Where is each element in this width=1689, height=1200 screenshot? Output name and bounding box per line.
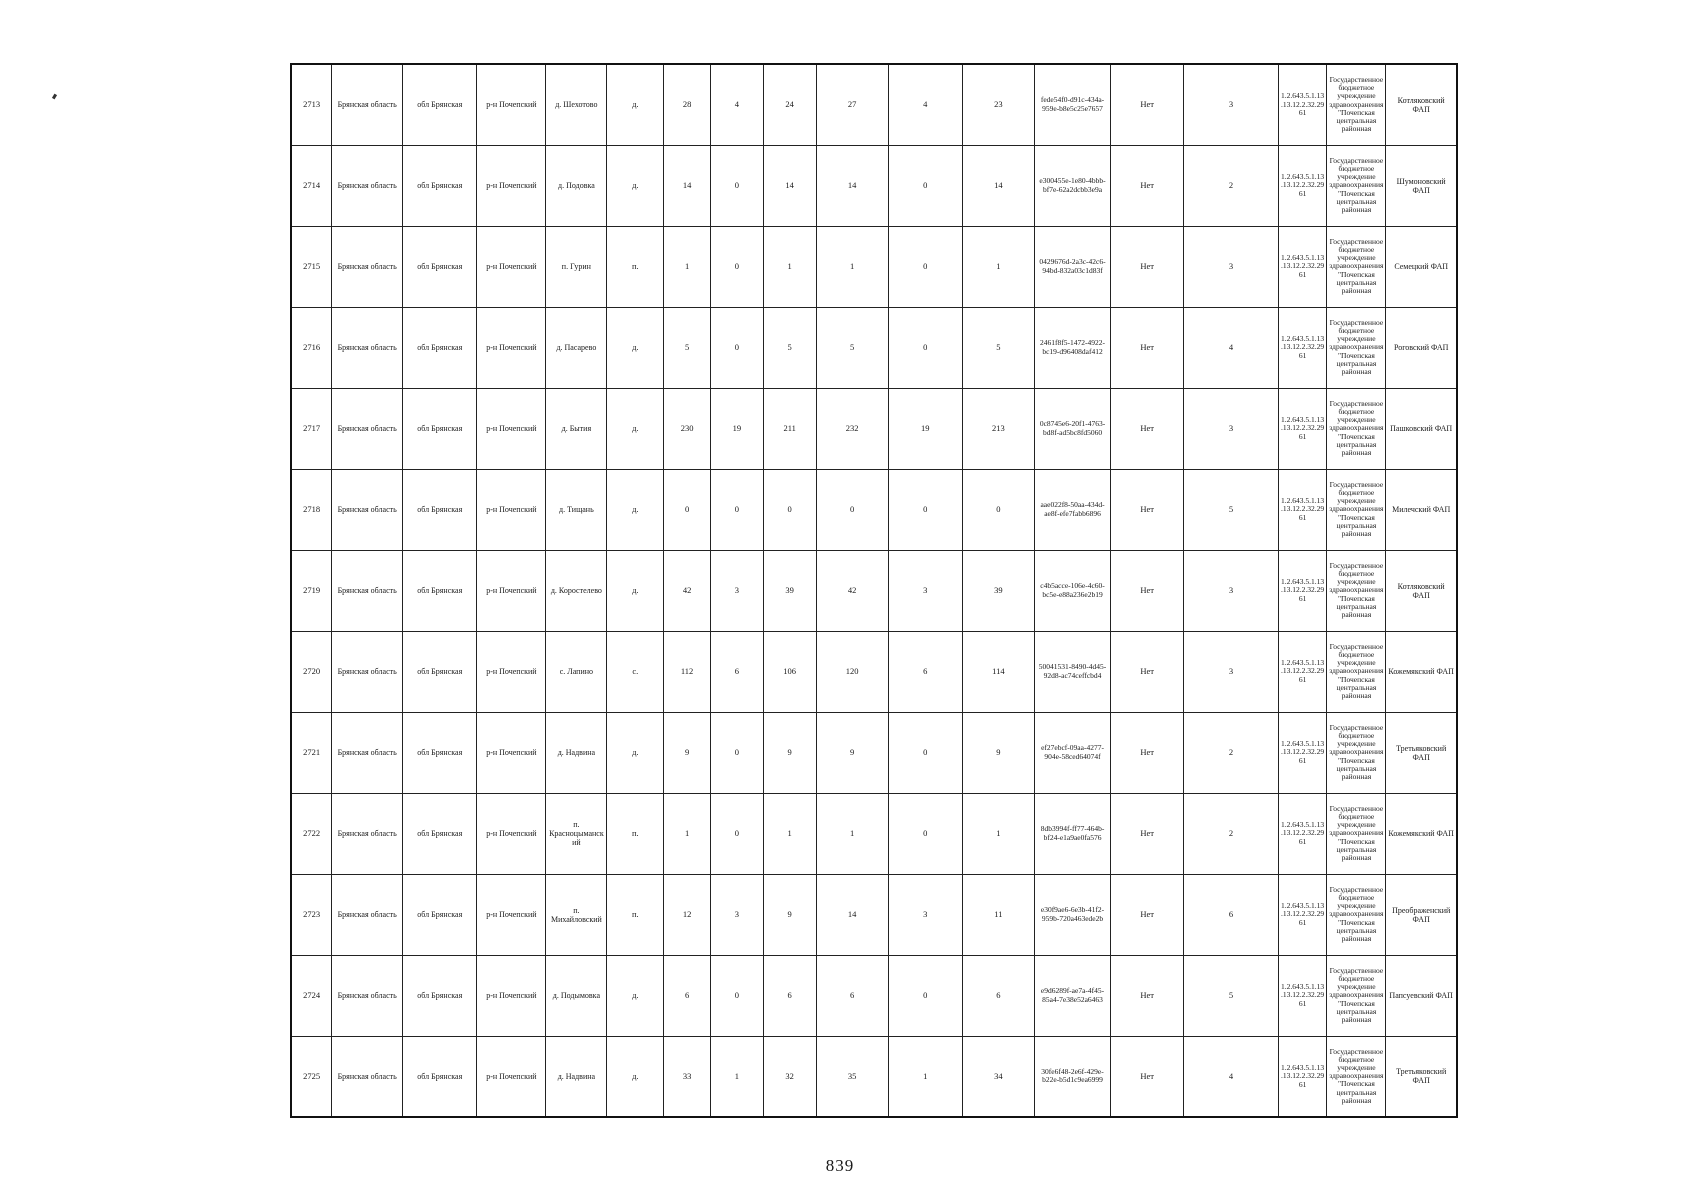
oid-cell: 1.2.643.5.1.13.13.12.2.32.2961 <box>1278 145 1327 226</box>
value-cell-2: 6 <box>710 631 763 712</box>
fap-cell: Милечский ФАП <box>1386 469 1457 550</box>
table-row <box>291 712 1457 793</box>
value-cell-5: 0 <box>888 145 962 226</box>
flag-cell: Нет <box>1111 712 1184 793</box>
settlement-cell: п. Красноцыманский <box>546 793 607 874</box>
value-cell-2: 0 <box>710 226 763 307</box>
settlement-type-cell: д. <box>607 145 664 226</box>
district-cell: р-н Почепский <box>477 874 546 955</box>
count-cell: 2 <box>1184 145 1278 226</box>
settlement-cell: д. Надвина <box>546 712 607 793</box>
settlement-cell: д. Коростелево <box>546 550 607 631</box>
district-cell: р-н Почепский <box>477 550 546 631</box>
district-cell: р-н Почепский <box>477 955 546 1036</box>
value-cell-2: 19 <box>710 388 763 469</box>
page-number: 839 <box>825 1156 855 1175</box>
value-cell-3: 39 <box>763 550 816 631</box>
row-number: 2721 <box>291 712 332 793</box>
region-cell: Брянская область <box>332 469 403 550</box>
value-cell-1: 14 <box>664 145 711 226</box>
oblast-cell: обл Брянская <box>403 64 477 145</box>
oid-cell: 1.2.643.5.1.13.13.12.2.32.2961 <box>1278 64 1327 145</box>
settlements-table <box>290 63 1458 1118</box>
settlement-type-cell: д. <box>607 388 664 469</box>
region-cell: Брянская область <box>332 145 403 226</box>
value-cell-6: 213 <box>962 388 1034 469</box>
row-number: 2723 <box>291 874 332 955</box>
row-number: 2719 <box>291 550 332 631</box>
oid-cell: 1.2.643.5.1.13.13.12.2.32.2961 <box>1278 631 1327 712</box>
value-cell-6: 23 <box>962 64 1034 145</box>
district-cell: р-н Почепский <box>477 712 546 793</box>
value-cell-6: 34 <box>962 1036 1034 1117</box>
value-cell-5: 0 <box>888 712 962 793</box>
value-cell-4: 9 <box>816 712 888 793</box>
value-cell-5: 4 <box>888 64 962 145</box>
oblast-cell: обл Брянская <box>403 874 477 955</box>
oid-cell: 1.2.643.5.1.13.13.12.2.32.2961 <box>1278 388 1327 469</box>
flag-cell: Нет <box>1111 307 1184 388</box>
value-cell-4: 1 <box>816 793 888 874</box>
settlement-cell: п. Гурин <box>546 226 607 307</box>
value-cell-1: 6 <box>664 955 711 1036</box>
region-cell: Брянская область <box>332 1036 403 1117</box>
organization-cell: Государственное бюджетное учреждение здравоохранения "Почепская центральная районная <box>1327 226 1386 307</box>
value-cell-4: 42 <box>816 550 888 631</box>
value-cell-2: 0 <box>710 955 763 1036</box>
table-row <box>291 307 1457 388</box>
value-cell-5: 3 <box>888 874 962 955</box>
guid-cell: 0429676d-2a3c-42c6-94bd-832a03c1d83f <box>1034 226 1110 307</box>
value-cell-6: 114 <box>962 631 1034 712</box>
guid-cell: fede54f0-d91c-434a-959e-b8e5c25e7657 <box>1034 64 1110 145</box>
fap-cell: Третьяковский ФАП <box>1386 712 1457 793</box>
value-cell-4: 14 <box>816 874 888 955</box>
count-cell: 5 <box>1184 469 1278 550</box>
organization-cell: Государственное бюджетное учреждение здравоохранения "Почепская центральная районная <box>1327 307 1386 388</box>
organization-cell: Государственное бюджетное учреждение здравоохранения "Почепская центральная районная <box>1327 631 1386 712</box>
settlement-cell: с. Лапино <box>546 631 607 712</box>
value-cell-4: 232 <box>816 388 888 469</box>
oblast-cell: обл Брянская <box>403 550 477 631</box>
organization-cell: Государственное бюджетное учреждение здравоохранения "Почепская центральная районная <box>1327 469 1386 550</box>
flag-cell: Нет <box>1111 388 1184 469</box>
value-cell-3: 9 <box>763 874 816 955</box>
guid-cell: e9d6289f-ae7a-4f45-85a4-7e38e52a6463 <box>1034 955 1110 1036</box>
district-cell: р-н Почепский <box>477 793 546 874</box>
value-cell-6: 1 <box>962 226 1034 307</box>
value-cell-6: 9 <box>962 712 1034 793</box>
settlement-cell: д. Шехотово <box>546 64 607 145</box>
value-cell-3: 6 <box>763 955 816 1036</box>
oid-cell: 1.2.643.5.1.13.13.12.2.32.2961 <box>1278 955 1327 1036</box>
fap-cell: Шумоновский ФАП <box>1386 145 1457 226</box>
value-cell-5: 0 <box>888 793 962 874</box>
settlement-type-cell: д. <box>607 712 664 793</box>
value-cell-1: 230 <box>664 388 711 469</box>
organization-cell: Государственное бюджетное учреждение здравоохранения "Почепская центральная районная <box>1327 388 1386 469</box>
row-number: 2722 <box>291 793 332 874</box>
fap-cell: Кожемякский ФАП <box>1386 793 1457 874</box>
value-cell-4: 0 <box>816 469 888 550</box>
value-cell-3: 211 <box>763 388 816 469</box>
fap-cell: Котляковский ФАП <box>1386 550 1457 631</box>
value-cell-2: 1 <box>710 1036 763 1117</box>
count-cell: 3 <box>1184 64 1278 145</box>
count-cell: 3 <box>1184 388 1278 469</box>
settlement-type-cell: д. <box>607 469 664 550</box>
guid-cell: 0c8745e6-20f1-4763-bd8f-ad5bc8fd5060 <box>1034 388 1110 469</box>
flag-cell: Нет <box>1111 793 1184 874</box>
district-cell: р-н Почепский <box>477 226 546 307</box>
settlement-type-cell: с. <box>607 631 664 712</box>
settlement-cell: д. Подымовка <box>546 955 607 1036</box>
table-body <box>291 64 1457 1117</box>
flag-cell: Нет <box>1111 226 1184 307</box>
value-cell-3: 5 <box>763 307 816 388</box>
value-cell-2: 0 <box>710 793 763 874</box>
table-row <box>291 955 1457 1036</box>
value-cell-3: 106 <box>763 631 816 712</box>
flag-cell: Нет <box>1111 874 1184 955</box>
value-cell-3: 24 <box>763 64 816 145</box>
settlement-type-cell: д. <box>607 64 664 145</box>
oblast-cell: обл Брянская <box>403 712 477 793</box>
scan-speck <box>52 94 57 100</box>
region-cell: Брянская область <box>332 793 403 874</box>
value-cell-4: 1 <box>816 226 888 307</box>
value-cell-5: 0 <box>888 955 962 1036</box>
settlement-cell: д. Подовка <box>546 145 607 226</box>
guid-cell: 8db3994f-ff77-464b-bf24-e1a9ae0fa576 <box>1034 793 1110 874</box>
fap-cell: Преображенский ФАП <box>1386 874 1457 955</box>
value-cell-4: 27 <box>816 64 888 145</box>
row-number: 2716 <box>291 307 332 388</box>
organization-cell: Государственное бюджетное учреждение здравоохранения "Почепская центральная районная <box>1327 955 1386 1036</box>
district-cell: р-н Почепский <box>477 307 546 388</box>
value-cell-5: 0 <box>888 307 962 388</box>
settlement-cell: д. Надвина <box>546 1036 607 1117</box>
value-cell-1: 9 <box>664 712 711 793</box>
value-cell-5: 1 <box>888 1036 962 1117</box>
fap-cell: Пашковский ФАП <box>1386 388 1457 469</box>
flag-cell: Нет <box>1111 145 1184 226</box>
value-cell-5: 6 <box>888 631 962 712</box>
oblast-cell: обл Брянская <box>403 1036 477 1117</box>
district-cell: р-н Почепский <box>477 1036 546 1117</box>
count-cell: 3 <box>1184 226 1278 307</box>
row-number: 2725 <box>291 1036 332 1117</box>
value-cell-1: 0 <box>664 469 711 550</box>
oblast-cell: обл Брянская <box>403 469 477 550</box>
region-cell: Брянская область <box>332 388 403 469</box>
district-cell: р-н Почепский <box>477 631 546 712</box>
oblast-cell: обл Брянская <box>403 145 477 226</box>
guid-cell: e30f9ae6-6e3b-41f2-959b-720a463ede2b <box>1034 874 1110 955</box>
region-cell: Брянская область <box>332 64 403 145</box>
guid-cell: 30fe6f48-2e6f-429e-b22e-b5d1c9ea6999 <box>1034 1036 1110 1117</box>
region-cell: Брянская область <box>332 631 403 712</box>
value-cell-5: 0 <box>888 226 962 307</box>
value-cell-5: 3 <box>888 550 962 631</box>
value-cell-2: 0 <box>710 469 763 550</box>
table-row <box>291 226 1457 307</box>
flag-cell: Нет <box>1111 631 1184 712</box>
count-cell: 3 <box>1184 631 1278 712</box>
value-cell-6: 39 <box>962 550 1034 631</box>
count-cell: 6 <box>1184 874 1278 955</box>
oid-cell: 1.2.643.5.1.13.13.12.2.32.2961 <box>1278 226 1327 307</box>
settlement-cell: д. Пасарево <box>546 307 607 388</box>
guid-cell: 2461f8f5-1472-4922-bc19-d96408daf412 <box>1034 307 1110 388</box>
value-cell-1: 12 <box>664 874 711 955</box>
flag-cell: Нет <box>1111 550 1184 631</box>
region-cell: Брянская область <box>332 712 403 793</box>
table-row <box>291 550 1457 631</box>
organization-cell: Государственное бюджетное учреждение здравоохранения "Почепская центральная районная <box>1327 1036 1386 1117</box>
table-row <box>291 64 1457 145</box>
flag-cell: Нет <box>1111 1036 1184 1117</box>
value-cell-2: 0 <box>710 307 763 388</box>
organization-cell: Государственное бюджетное учреждение здравоохранения "Почепская центральная районная <box>1327 64 1386 145</box>
value-cell-4: 5 <box>816 307 888 388</box>
settlement-type-cell: п. <box>607 874 664 955</box>
district-cell: р-н Почепский <box>477 145 546 226</box>
organization-cell: Государственное бюджетное учреждение здравоохранения "Почепская центральная районная <box>1327 145 1386 226</box>
value-cell-5: 19 <box>888 388 962 469</box>
oid-cell: 1.2.643.5.1.13.13.12.2.32.2961 <box>1278 550 1327 631</box>
count-cell: 5 <box>1184 955 1278 1036</box>
value-cell-1: 1 <box>664 793 711 874</box>
value-cell-1: 42 <box>664 550 711 631</box>
organization-cell: Государственное бюджетное учреждение здравоохранения "Почепская центральная районная <box>1327 712 1386 793</box>
oblast-cell: обл Брянская <box>403 388 477 469</box>
guid-cell: c4b5acce-106e-4c60-bc5e-e88a236e2b19 <box>1034 550 1110 631</box>
flag-cell: Нет <box>1111 469 1184 550</box>
value-cell-2: 3 <box>710 550 763 631</box>
settlement-cell: д. Бытия <box>546 388 607 469</box>
table-row <box>291 631 1457 712</box>
settlement-cell: п. Михайловский <box>546 874 607 955</box>
guid-cell: ef27ebcf-09aa-4277-904e-58ced64074f <box>1034 712 1110 793</box>
value-cell-1: 5 <box>664 307 711 388</box>
region-cell: Брянская область <box>332 550 403 631</box>
value-cell-1: 112 <box>664 631 711 712</box>
table-row <box>291 469 1457 550</box>
region-cell: Брянская область <box>332 955 403 1036</box>
value-cell-2: 3 <box>710 874 763 955</box>
fap-cell: Третьяковский ФАП <box>1386 1036 1457 1117</box>
organization-cell: Государственное бюджетное учреждение здравоохранения "Почепская центральная районная <box>1327 874 1386 955</box>
row-number: 2715 <box>291 226 332 307</box>
flag-cell: Нет <box>1111 955 1184 1036</box>
district-cell: р-н Почепский <box>477 388 546 469</box>
value-cell-3: 14 <box>763 145 816 226</box>
table-row <box>291 1036 1457 1117</box>
oid-cell: 1.2.643.5.1.13.13.12.2.32.2961 <box>1278 793 1327 874</box>
value-cell-1: 33 <box>664 1036 711 1117</box>
value-cell-3: 32 <box>763 1036 816 1117</box>
district-cell: р-н Почепский <box>477 469 546 550</box>
oblast-cell: обл Брянская <box>403 955 477 1036</box>
value-cell-6: 14 <box>962 145 1034 226</box>
guid-cell: 50041531-8490-4d45-92d8-ac74ceffcbd4 <box>1034 631 1110 712</box>
value-cell-2: 0 <box>710 712 763 793</box>
value-cell-6: 1 <box>962 793 1034 874</box>
oblast-cell: обл Брянская <box>403 307 477 388</box>
value-cell-6: 5 <box>962 307 1034 388</box>
value-cell-6: 6 <box>962 955 1034 1036</box>
region-cell: Брянская область <box>332 226 403 307</box>
settlement-type-cell: д. <box>607 307 664 388</box>
value-cell-4: 6 <box>816 955 888 1036</box>
fap-cell: Папсуевский ФАП <box>1386 955 1457 1036</box>
region-cell: Брянская область <box>332 307 403 388</box>
value-cell-2: 4 <box>710 64 763 145</box>
fap-cell: Котляковский ФАП <box>1386 64 1457 145</box>
fap-cell: Роговский ФАП <box>1386 307 1457 388</box>
row-number: 2717 <box>291 388 332 469</box>
value-cell-4: 120 <box>816 631 888 712</box>
table-row <box>291 388 1457 469</box>
table-row <box>291 793 1457 874</box>
row-number: 2718 <box>291 469 332 550</box>
oblast-cell: обл Брянская <box>403 631 477 712</box>
value-cell-6: 11 <box>962 874 1034 955</box>
region-cell: Брянская область <box>332 874 403 955</box>
settlement-type-cell: д. <box>607 1036 664 1117</box>
count-cell: 2 <box>1184 793 1278 874</box>
fap-cell: Семецкий ФАП <box>1386 226 1457 307</box>
row-number: 2714 <box>291 145 332 226</box>
value-cell-6: 0 <box>962 469 1034 550</box>
flag-cell: Нет <box>1111 64 1184 145</box>
oid-cell: 1.2.643.5.1.13.13.12.2.32.2961 <box>1278 469 1327 550</box>
oid-cell: 1.2.643.5.1.13.13.12.2.32.2961 <box>1278 874 1327 955</box>
oid-cell: 1.2.643.5.1.13.13.12.2.32.2961 <box>1278 307 1327 388</box>
row-number: 2713 <box>291 64 332 145</box>
count-cell: 2 <box>1184 712 1278 793</box>
value-cell-1: 1 <box>664 226 711 307</box>
settlement-type-cell: п. <box>607 226 664 307</box>
value-cell-4: 35 <box>816 1036 888 1117</box>
fap-cell: Кожемякский ФАП <box>1386 631 1457 712</box>
guid-cell: e300455e-1e80-4bbb-bf7e-62a2dcbb3e9a <box>1034 145 1110 226</box>
settlement-type-cell: д. <box>607 955 664 1036</box>
row-number: 2720 <box>291 631 332 712</box>
organization-cell: Государственное бюджетное учреждение здравоохранения "Почепская центральная районная <box>1327 550 1386 631</box>
value-cell-3: 9 <box>763 712 816 793</box>
oid-cell: 1.2.643.5.1.13.13.12.2.32.2961 <box>1278 1036 1327 1117</box>
district-cell: р-н Почепский <box>477 64 546 145</box>
value-cell-3: 0 <box>763 469 816 550</box>
value-cell-3: 1 <box>763 793 816 874</box>
count-cell: 4 <box>1184 307 1278 388</box>
value-cell-1: 28 <box>664 64 711 145</box>
row-number: 2724 <box>291 955 332 1036</box>
oid-cell: 1.2.643.5.1.13.13.12.2.32.2961 <box>1278 712 1327 793</box>
value-cell-4: 14 <box>816 145 888 226</box>
table-row <box>291 145 1457 226</box>
value-cell-2: 0 <box>710 145 763 226</box>
count-cell: 3 <box>1184 550 1278 631</box>
table-row <box>291 874 1457 955</box>
value-cell-3: 1 <box>763 226 816 307</box>
settlement-type-cell: п. <box>607 793 664 874</box>
settlement-type-cell: д. <box>607 550 664 631</box>
settlement-cell: д. Тищань <box>546 469 607 550</box>
count-cell: 4 <box>1184 1036 1278 1117</box>
oblast-cell: обл Брянская <box>403 793 477 874</box>
oblast-cell: обл Брянская <box>403 226 477 307</box>
guid-cell: aae022f8-50aa-434d-ae8f-efe7fabb6896 <box>1034 469 1110 550</box>
value-cell-5: 0 <box>888 469 962 550</box>
organization-cell: Государственное бюджетное учреждение здравоохранения "Почепская центральная районная <box>1327 793 1386 874</box>
